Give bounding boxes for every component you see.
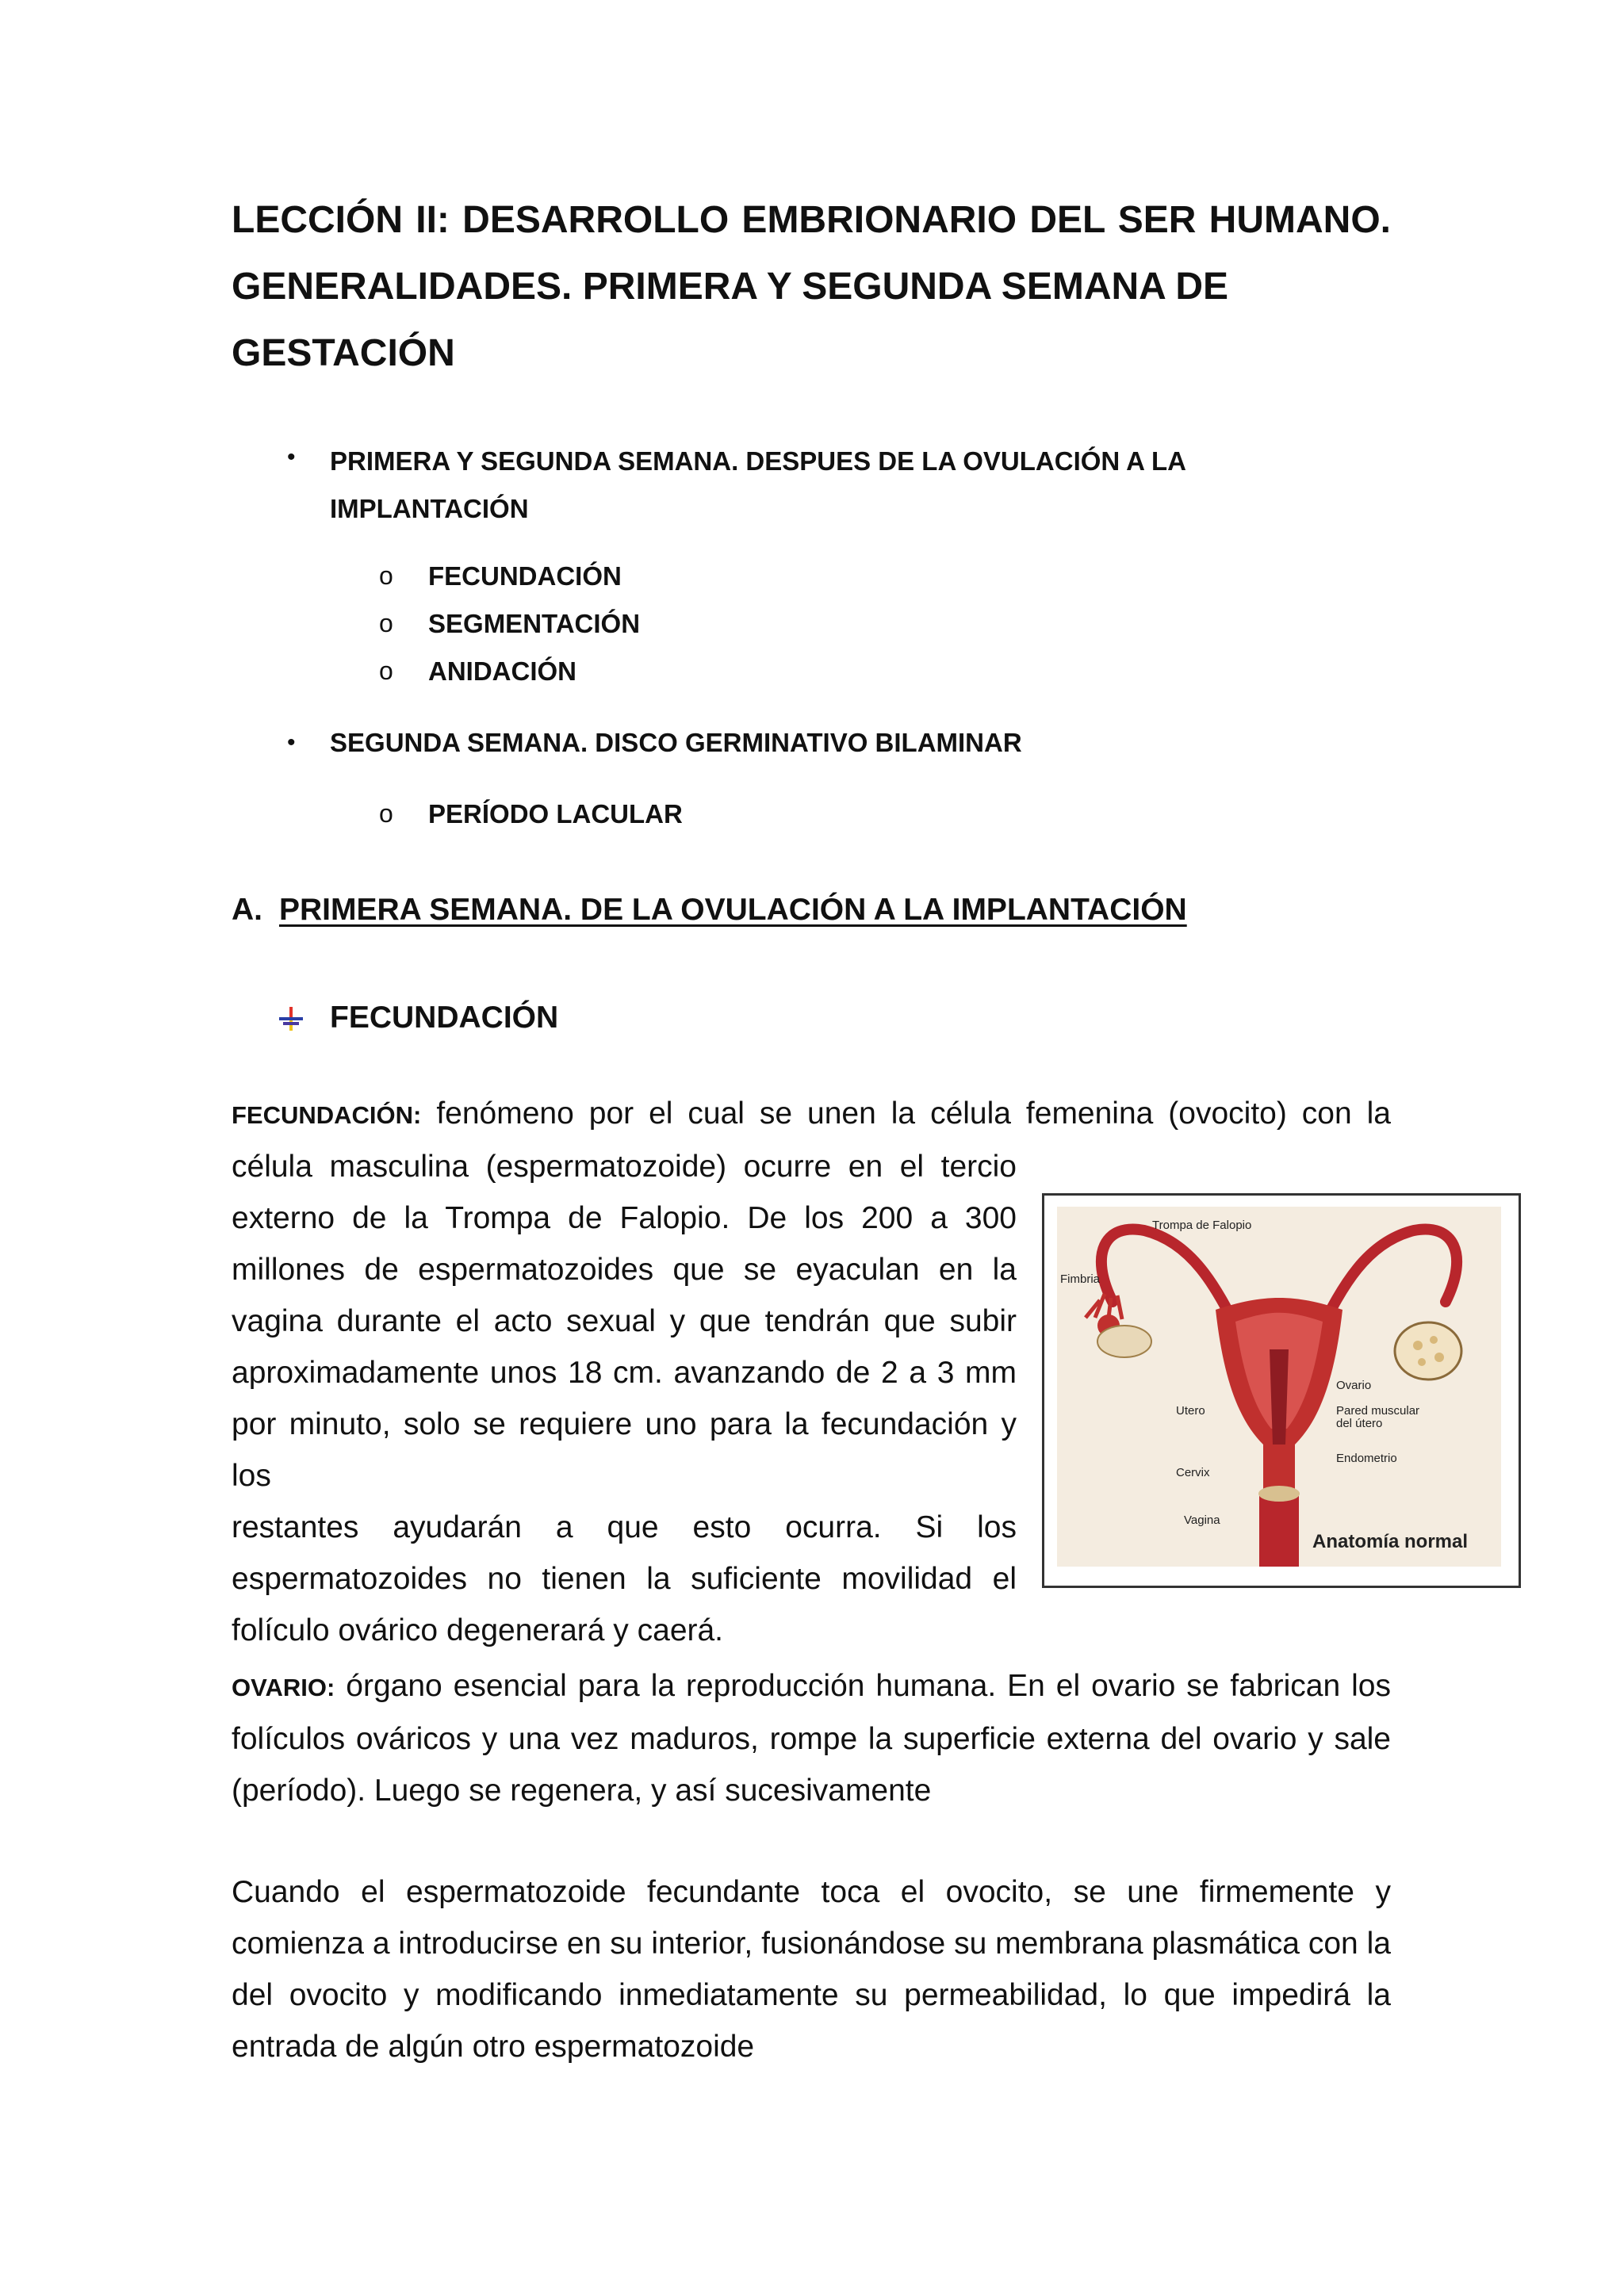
figure-caption: Anatomía normal (1312, 1531, 1469, 1552)
label-endometrio: Endometrio (1336, 1452, 1397, 1465)
para1-first-line (232, 1088, 1391, 1141)
para1-line: aproximadamente unos 18 cm. avanzando de 2 a 3 mm (232, 1356, 1017, 1390)
section-a-heading (232, 893, 1187, 928)
bullet-dot: • (287, 444, 296, 470)
ovario-text: órgano esencial para la reproducción humana. En el ovario se fabrican los folículos ováricos y una vez maduros, rompe la superficie externa del ovario y sale (período). Luego se regenera, y así sucesivamente (232, 1669, 1391, 1808)
outline-sub-item: PERÍODO LACULAR (428, 799, 683, 828)
fusion-paragraph: Cuando el espermatozoide fecundante toca el ovocito, se une firmemente y comienza a introducirse en su interior, fusionándose su membrana plasmática con la del ovocito y modificando inmediatamente su permeabilidad, lo que impedirá la entrada de algún otro espermatozoide (232, 1875, 1391, 2064)
uterus-anatomy-illustration (1057, 1207, 1501, 1567)
label-pared-2: del útero (1336, 1417, 1383, 1430)
section-a-title: PRIMERA SEMANA. DE LA OVULACIÓN A LA IMPLANTACIÓN (279, 893, 1187, 927)
para1-line: espermatozoides no tienen la suficiente movilidad el (232, 1562, 1017, 1596)
label-trompa: Trompa de Falopio (1152, 1219, 1252, 1232)
title-line-1: LECCIÓN II: DESARROLLO EMBRIONARIO DEL SER HUMANO. (232, 199, 1391, 241)
label-vagina: Vagina (1184, 1513, 1220, 1527)
label-ovario: Ovario (1336, 1379, 1372, 1392)
label-utero: Utero (1176, 1404, 1205, 1418)
fecundacion-subheading: FECUNDACIÓN (330, 1001, 559, 1035)
label-cervix: Cervix (1176, 1466, 1210, 1479)
para1-line: célula masculina (espermatozoide) ocurre en el tercio (232, 1150, 1017, 1184)
title-line-2: GENERALIDADES. PRIMERA Y SEGUNDA SEMANA DE (232, 266, 1229, 308)
outline-sub-item: ANIDACIÓN (428, 656, 576, 686)
outline-bullet-2: SEGUNDA SEMANA. DISCO GERMINATIVO BILAMINAR (330, 728, 1022, 757)
label-fimbria: Fimbria (1060, 1272, 1101, 1286)
outline-bullet-1-line-2: IMPLANTACIÓN (330, 494, 529, 523)
label-pared: Pared muscular (1336, 1404, 1420, 1418)
circle-marker: o (379, 656, 393, 685)
outline-bullet-1-line-1: PRIMERA Y SEGUNDA SEMANA. DESPUES DE LA OVULACIÓN A LA (330, 446, 1186, 476)
para1-line: folículo ovárico degenerará y caerá. (232, 1613, 724, 1647)
circle-marker: o (379, 609, 393, 637)
para1-line: restantes ayudarán a que esto ocurra. Si los (232, 1510, 1017, 1544)
bullet-dot: • (287, 729, 296, 756)
para1-wrapped-text (232, 1141, 1017, 1656)
outline-bullet-1 (330, 438, 1281, 533)
outline-sub-item: SEGMENTACIÓN (428, 609, 641, 638)
uterus-anatomy-figure (1042, 1193, 1521, 1588)
pin-icon (279, 1007, 303, 1031)
circle-marker: o (379, 561, 393, 590)
lesson-title (232, 187, 1391, 387)
outline-sub-item: FECUNDACIÓN (428, 561, 622, 591)
fecundacion-term: FECUNDACIÓN: (232, 1101, 422, 1129)
section-a-label: A. (232, 893, 262, 927)
title-line-3: GESTACIÓN (232, 332, 455, 374)
ovario-paragraph (232, 1660, 1391, 1816)
para1-line: vagina durante el acto sexual y que tendrán que subir (232, 1304, 1017, 1338)
para1-line: millones de espermatozoides que se eyaculan en la (232, 1253, 1017, 1287)
ovario-term: OVARIO: (232, 1674, 335, 1701)
para1-line: por minuto, solo se requiere uno para la fecundación y los (232, 1407, 1017, 1493)
para1-first-line-text: fenómeno por el cual se unen la célula femenina (ovocito) con la (436, 1096, 1391, 1131)
circle-marker: o (379, 799, 393, 828)
para1-line: externo de la Trompa de Falopio. De los 200 a 300 (232, 1201, 1017, 1235)
